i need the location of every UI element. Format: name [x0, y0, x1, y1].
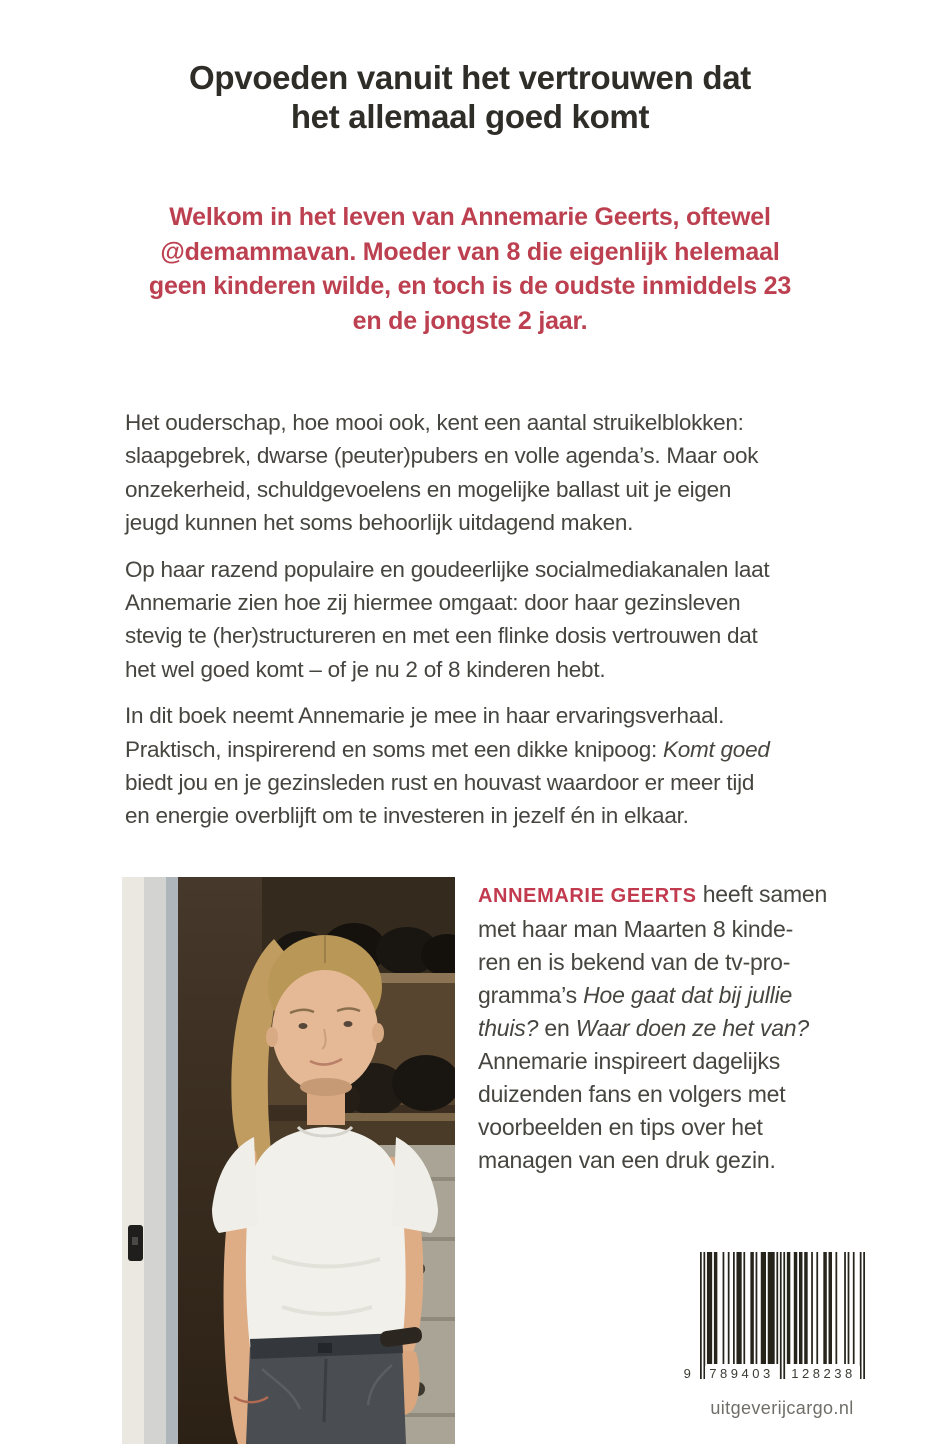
isbn-group-1: 789403	[705, 1366, 778, 1381]
text-line: het wel goed komt – of je nu 2 of 8 kinderen hebt.	[125, 656, 606, 682]
text-line: onzekerheid, schuldgevoelens en mogelijke ballast uit je eigen	[125, 476, 732, 502]
text-line: managen van een druk gezin.	[478, 1147, 776, 1173]
text-line: en de jongste 2 jaar.	[352, 306, 588, 335]
text-line: ren en is bekend van de tv-pro-	[478, 949, 791, 975]
text-line: gramma’s Hoe gaat dat bij jullie	[478, 982, 793, 1008]
author-photo	[122, 877, 455, 1444]
text-line: @demammavan. Moeder van 8 die eigenlijk helemaal	[160, 237, 780, 266]
text-line: In dit boek neemt Annemarie je mee in haar ervaringsverhaal.	[125, 703, 725, 729]
body-text	[125, 406, 770, 846]
text-line: duizenden fans en volgers met	[478, 1081, 786, 1107]
door-frame	[122, 877, 178, 1444]
author-bio	[478, 878, 827, 1177]
body-paragraph	[125, 553, 770, 687]
text-line: Het ouderschap, hoe mooi ook, kent een aantal struikelblokken:	[125, 410, 744, 435]
isbn-group-2: 128238	[787, 1366, 860, 1381]
text-line: Annemarie zien hoe zij hiermee omgaat: door haar gezinsleven	[125, 590, 741, 616]
text-line: Opvoeden vanuit het vertrouwen dat	[189, 59, 751, 96]
text-line: thuis? en Waar doen ze het van?	[478, 1015, 809, 1041]
text-line: ANNEMARIE GEERTS heeft samen	[478, 881, 828, 907]
body-paragraph	[125, 699, 770, 833]
publisher-url: uitgeverijcargo.nl	[710, 1398, 854, 1418]
text-line: Welkom in het leven van Annemarie Geerts, oftewel	[169, 203, 771, 231]
text-line: en energie overblijft om te investeren in jezelf én in elkaar.	[125, 803, 689, 829]
jeans	[246, 1333, 406, 1444]
book-heading	[0, 58, 940, 136]
text-line: Op haar razend populaire en goudeerlijke socialmediakanalen laat	[125, 556, 770, 582]
text-line: met haar man Maarten 8 kinde-	[478, 916, 794, 942]
lead-paragraph	[0, 200, 940, 338]
barcode-bars	[700, 1252, 865, 1380]
isbn-digit-left: 9	[683, 1366, 695, 1381]
text-line: voorbeelden en tips over het	[478, 1114, 763, 1140]
text-line: het allemaal goed komt	[290, 98, 650, 135]
text-line: biedt jou en je gezinsleden rust en houvast waardoor er meer tijd	[125, 770, 755, 796]
isbn-text	[682, 1366, 882, 1384]
text-line: jeugd kunnen het soms behoorlijk uitdagend maken.	[125, 510, 634, 536]
body-paragraph	[125, 406, 770, 540]
text-line: stevig te (her)structureren en met een flinke dosis vertrouwen dat	[125, 623, 758, 649]
text-line: geen kinderen wilde, en toch is de oudste inmiddels 23	[148, 272, 792, 300]
text-line: slaapgebrek, dwarse (peuter)pubers en volle agenda’s. Maar ook	[125, 443, 759, 469]
text-line: Annemarie inspireert dagelijks	[478, 1048, 781, 1074]
text-line: Praktisch, inspirerend en soms met een dikke knipoog: Komt goed	[125, 736, 770, 762]
